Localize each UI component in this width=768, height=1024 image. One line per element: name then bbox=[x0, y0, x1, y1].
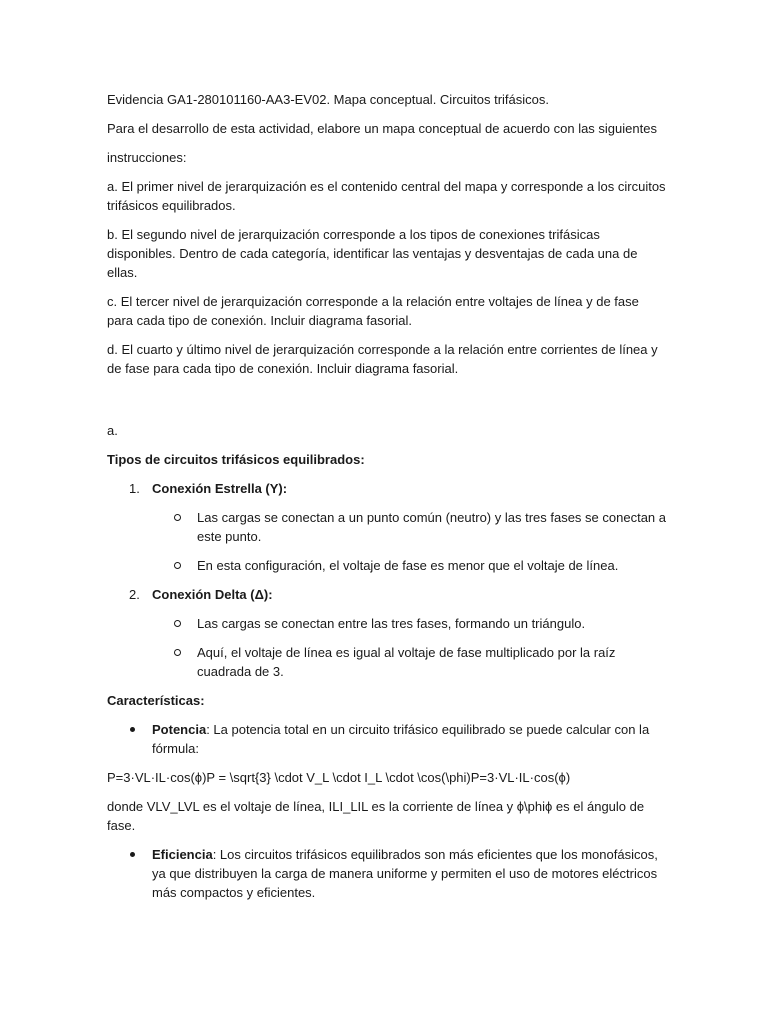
list-item bbox=[107, 508, 667, 546]
types-heading: Tipos de circuitos trifásicos equilibrados: bbox=[107, 452, 365, 467]
characteristics-list bbox=[107, 720, 667, 758]
list-item-text: Las cargas se conectan a un punto común (neutro) y las tres fases se conectan a este punto. bbox=[197, 510, 666, 544]
spacer bbox=[107, 388, 667, 421]
connection-item-delta bbox=[107, 585, 667, 604]
power-text: : La potencia total en un circuito trifásico equilibrado se puede calcular con la fórmula: bbox=[152, 722, 650, 756]
connection-name: Conexión Estrella (Y): bbox=[152, 481, 288, 496]
list-item-text: En esta configuración, el voltaje de fase es menor que el voltaje de línea. bbox=[197, 558, 619, 573]
list-number: 2. bbox=[129, 587, 140, 602]
instructions-label: instrucciones: bbox=[107, 150, 187, 165]
connection-name: Conexión Delta (Δ): bbox=[152, 587, 273, 602]
connection-item-star bbox=[107, 479, 667, 498]
power-term: Potencia bbox=[152, 722, 207, 737]
characteristics-heading: Características: bbox=[107, 693, 205, 708]
circle-bullet-icon bbox=[174, 620, 181, 627]
efficiency-text: : Los circuitos trifásicos equilibrados son más eficientes que los monofásicos, ya que distribuyen la carga de manera uniforme y permiten el uso de motores eléctricos más compactos y eficientes. bbox=[152, 847, 658, 900]
instruction-c: c. El tercer nivel de jerarquización corresponde a la relación entre voltajes de línea y de fase para cada tipo de conexión. Incluir diagrama fasorial. bbox=[107, 294, 639, 328]
circle-bullet-icon bbox=[174, 649, 181, 656]
characteristics-list bbox=[107, 845, 667, 902]
circle-bullet-icon bbox=[174, 562, 181, 569]
intro-paragraph: Para el desarrollo de esta actividad, elabore un mapa conceptual de acuerdo con las siguientes bbox=[107, 121, 657, 136]
document-page bbox=[107, 90, 667, 912]
list-item bbox=[107, 614, 667, 633]
list-item-text: Las cargas se conectan entre las tres fases, formando un triángulo. bbox=[197, 616, 586, 631]
list-item bbox=[107, 643, 667, 681]
instruction-d: d. El cuarto y último nivel de jerarquización corresponde a la relación entre corrientes de línea y de fase para cada tipo de conexión. Incluir diagrama fasorial. bbox=[107, 342, 658, 376]
list-item bbox=[107, 845, 667, 902]
list-item bbox=[107, 720, 667, 758]
document-title: Evidencia GA1-280101160-AA3-EV02. Mapa conceptual. Circuitos trifásicos. bbox=[107, 92, 549, 107]
connection-list bbox=[107, 479, 667, 498]
bullet-icon bbox=[130, 727, 135, 732]
list-number: 1. bbox=[129, 481, 140, 496]
connection-list bbox=[107, 585, 667, 604]
efficiency-term: Eficiencia bbox=[152, 847, 213, 862]
list-item-text: Aquí, el voltaje de línea es igual al voltaje de fase multiplicado por la raíz cuadrada de 3. bbox=[197, 645, 616, 679]
section-a-label: a. bbox=[107, 423, 118, 438]
formula-note: donde VLV_LVL es el voltaje de línea, ILI_LIL es la corriente de línea y ϕ\phiϕ es el ángulo de fase. bbox=[107, 799, 645, 833]
power-formula: P=3·VL·IL·cos⁡(ϕ)P = \sqrt{3} \cdot V_L \cdot I_L \cdot \cos(\phi)P=3·VL·IL·cos(ϕ) bbox=[107, 770, 571, 785]
instruction-a: a. El primer nivel de jerarquización es el contenido central del mapa y corresponde a los circuitos trifásicos equilibrados. bbox=[107, 179, 666, 213]
bullet-icon bbox=[130, 852, 135, 857]
circle-bullet-icon bbox=[174, 514, 181, 521]
star-points-list bbox=[107, 508, 667, 575]
instruction-b: b. El segundo nivel de jerarquización corresponde a los tipos de conexiones trifásicas disponibles. Dentro de cada categoría, identificar las ventajas y desventajas de cada una de ellas. bbox=[107, 227, 638, 280]
list-item bbox=[107, 556, 667, 575]
delta-points-list bbox=[107, 614, 667, 681]
